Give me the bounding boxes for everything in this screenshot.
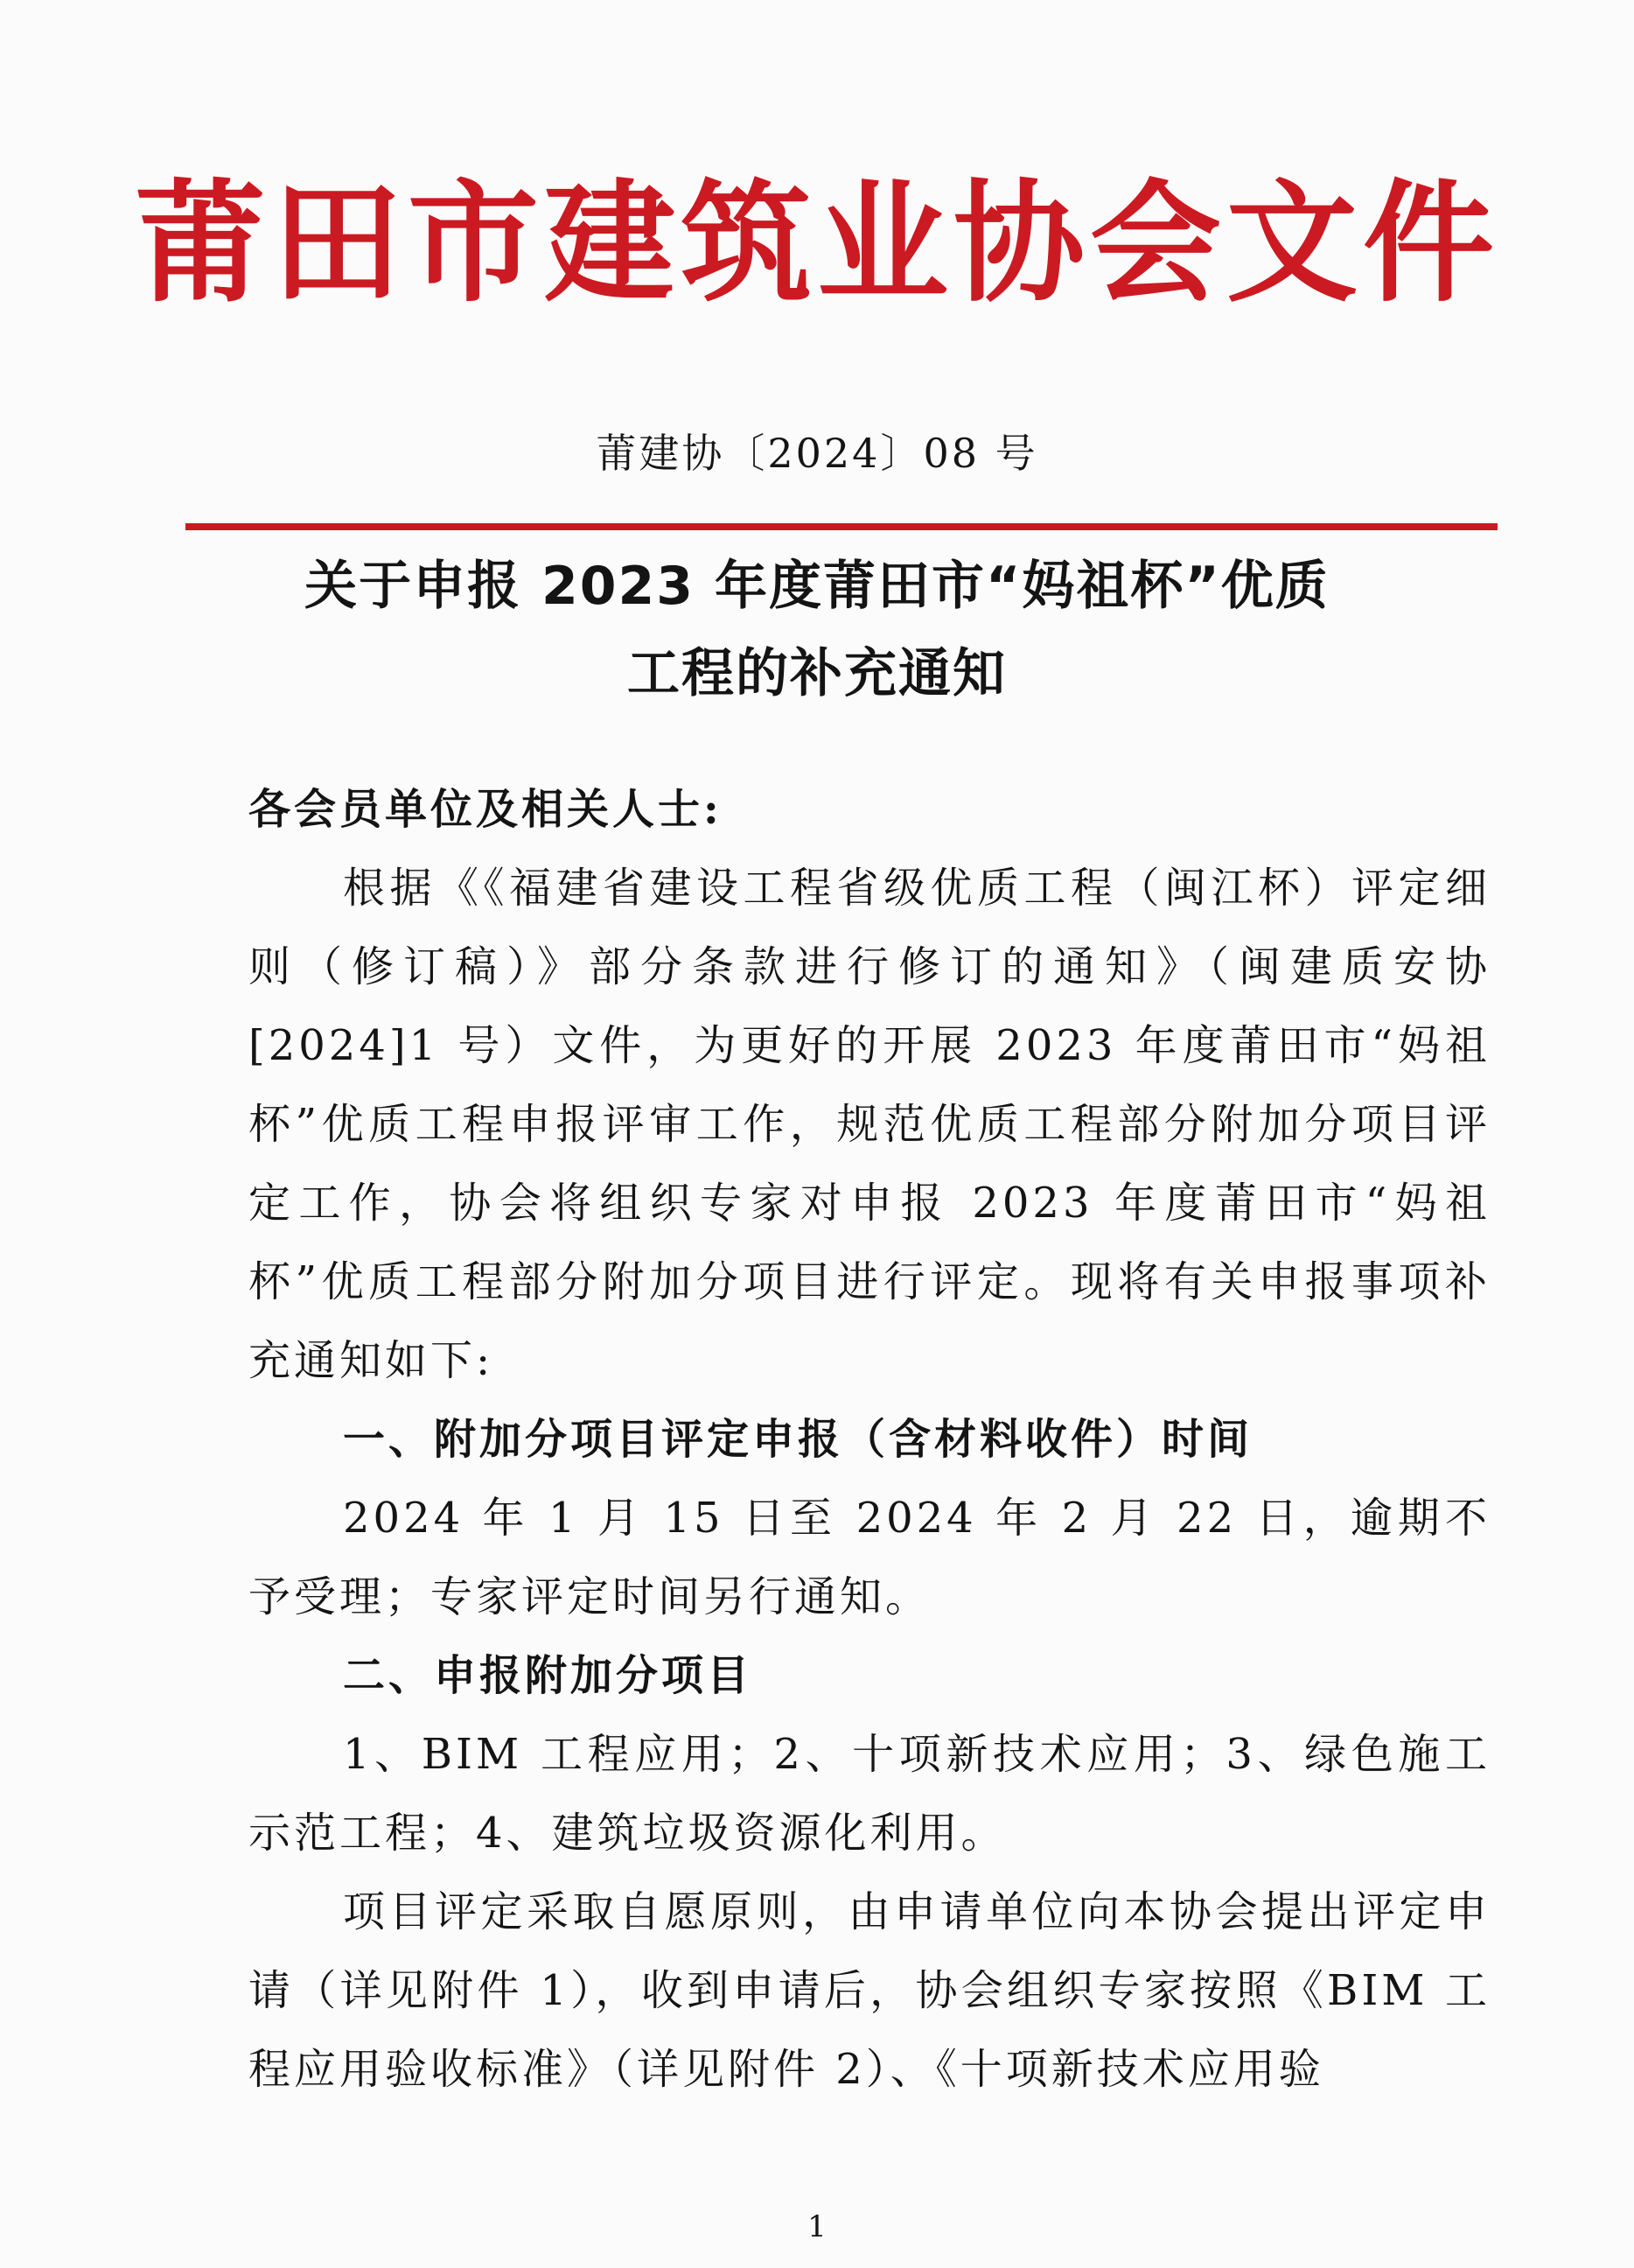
body-paragraph-last: 项目评定采取自愿原则，由申请单位向本协会提出评定申请（详见附件 1），收到申请后，协会组织专家按照《BIM 工程应用验收标准》（详见附件 2）、《十项新技术应用验: [248, 1887, 1491, 2094]
notice-title: [0, 542, 1634, 718]
section-1-heading: 一、附加分项目评定申报（含材料收件）时间: [343, 1415, 1253, 1464]
document-body: [248, 770, 1491, 2109]
notice-title-line-1: 关于申报 2023 年度莆田市“妈祖杯”优质: [304, 556, 1330, 617]
issuer-header-title: 莆田市建筑业协会文件: [134, 166, 1499, 320]
red-divider-line: [185, 523, 1498, 530]
salutation: 各会员单位及相关人士:: [248, 785, 723, 834]
section-2-items: 1、BIM 工程应用；2、十项新技术应用；3、绿色施工示范工程；4、建筑垃圾资源化利用。: [248, 1730, 1491, 1858]
section-1-text: 2024 年 1 月 15 日至 2024 年 2 月 22 日，逾期不予受理；专家评定时间另行通知。: [248, 1494, 1491, 1621]
notice-title-line-2: 工程的补充通知: [627, 643, 1007, 704]
document-number: 莆建协〔2024〕08 号: [596, 430, 1038, 477]
body-paragraph-1: 根据《《福建省建设工程省级优质工程（闽江杯）评定细则（修订稿）》部分条款进行修订的通知》（闽建质安协[2024]1 号）文件，为更好的开展 2023 年度莆田市“妈祖杯”优质工程申报评审工作，规范优质工程部分附加分项目评定工作，协会将组织专家对申报 2023 年度莆田市“妈祖杯”优质工程部分附加分项目进行评定。现将有关申报事项补充通知如下:: [248, 864, 1491, 1385]
page-number: 1: [807, 2209, 827, 2244]
section-2-heading: 二、申报附加分项目: [343, 1651, 753, 1700]
